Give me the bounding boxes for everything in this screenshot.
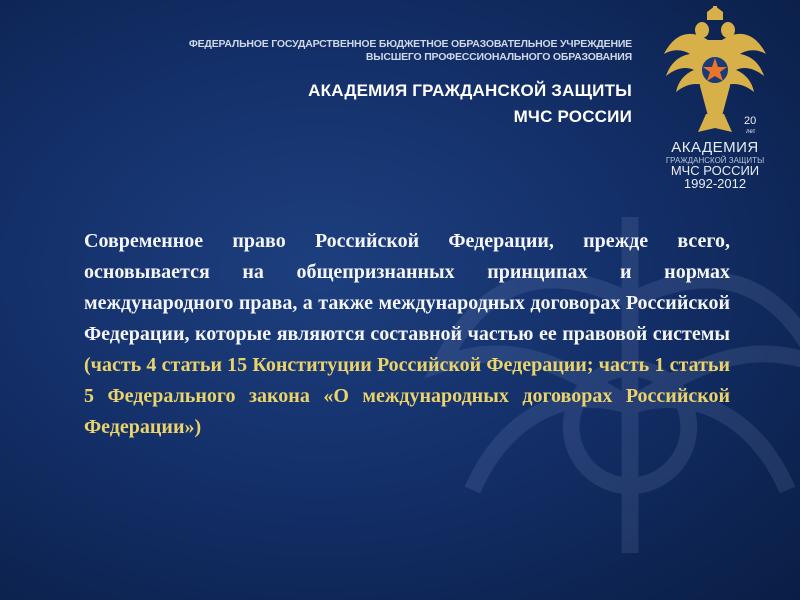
- statement-main-text: Современное право Российской Федерации, прежде всего, основывается на общепризнанных принципах и нормах международного права, а также международных договорах Российской Федерации, которые являются составной частью ее правовой системы: [84, 230, 730, 345]
- ministry-title: МЧС РОССИИ: [513, 107, 632, 126]
- header-line-1: ФЕДЕРАЛЬНОЕ ГОСУДАРСТВЕННОЕ БЮДЖЕТНОЕ ОБРАЗОВАТЕЛЬНОЕ УЧРЕЖДЕНИЕ: [188, 38, 632, 50]
- statement-citation: (часть 4 статьи 15 Конституции Российской Федерации; часть 1 статьи 5 Федерального закона «О международных договорах Российской Федерации»): [84, 354, 730, 438]
- academy-title: АКАДЕМИЯ ГРАЖДАНСКОЙ ЗАЩИТЫ: [308, 81, 632, 100]
- logo-academy-text: АКАДЕМИЯ: [671, 139, 759, 156]
- anniversary-word: лет: [746, 129, 756, 135]
- logo-civil-defense-text: ГРАЖДАНСКОЙ ЗАЩИТЫ: [665, 156, 765, 165]
- anniversary-number: 20: [744, 115, 757, 127]
- header-line-2: ВЫСШЕГО ПРОФЕССИОНАЛЬНОГО ОБРАЗОВАНИЯ: [365, 51, 632, 63]
- logo-years-text: 1992-2012: [683, 176, 747, 191]
- institution-header: [189, 38, 632, 130]
- legal-statement-paragraph: [84, 226, 730, 443]
- logo-mchs-text: МЧС РОССИИ: [670, 163, 760, 178]
